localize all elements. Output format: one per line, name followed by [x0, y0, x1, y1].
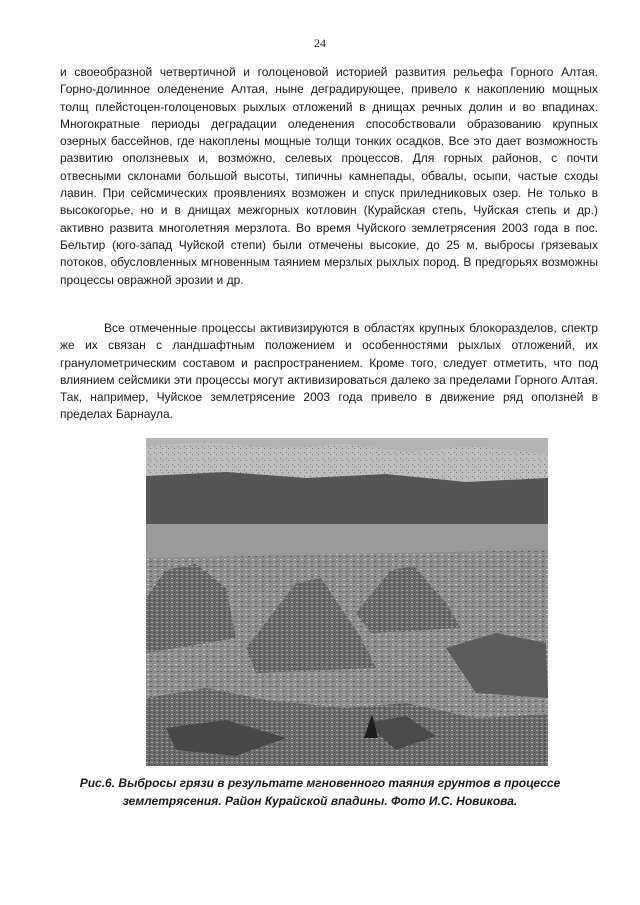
mud-ejection-photo [146, 438, 548, 766]
figure-caption [40, 774, 600, 810]
caption-line-1: Рис.6. Выбросы грязи в результате мгновенного таяния грунтов в процессе [79, 776, 561, 790]
figure-photo [146, 438, 548, 766]
caption-line-2: землетрясения. Район Курайской впадины. Фото И.С. Новикова. [122, 794, 518, 808]
paragraph-2: Все отмеченные процессы активизируются в областях крупных блокоразделов, спектр же их связан с ландшафтным положением и особенностями рыхлых отложений, их гранулометрическим составом и распространением. Кроме того, следует отметить, что под влиянием сейсмики эти процессы могут активизироваться далеко за пределами Горного Алтая. Так, например, Чуйское землетрясение 2003 года привело в движение ряд оползней в пределах Барнаула. [60, 321, 598, 422]
paragraph-1: и своеобразной четвертичной и голоценовой историей развития рельефа Горного Алтая. Горно-долинное оледенение Алтая, ныне деградирующее, привело к накоплению мощных толщ плейстоцен-голоценовых рыхлых отложений в днищах речных долин и во впадинах. Многократные периоды деградации оледенения способствовали образованию крупных озерных бассейнов, где накоплены мощные толщи тонких осадков. Все это дает возможность развитию оползневых и, возможно, селевых процессов. Для горных районов, с почти отвесными склонами большой высоты, типичны камнепады, обвалы, осыпи, частые сходы лавин. При сейсмических проявлениях возможен и спуск приледниковых озер. Не только в высокогорье, но и в днищах межгорных котловин (Курайская степь, Чуйская степь и др.) активно развита многолетняя мерзлота. Во время Чуйского землетрясения 2003 года в пос. Бельтир (юго-запад Чуйской степи) были отмечены высокие, до 25 м, выбросы грязеваых потоков, обусловленных мгновенным таянием мерзлых рыхлых пород. В предгорьях возможны процессы овражной эрозии и др. [60, 65, 598, 287]
page-number: 24 [314, 36, 326, 50]
